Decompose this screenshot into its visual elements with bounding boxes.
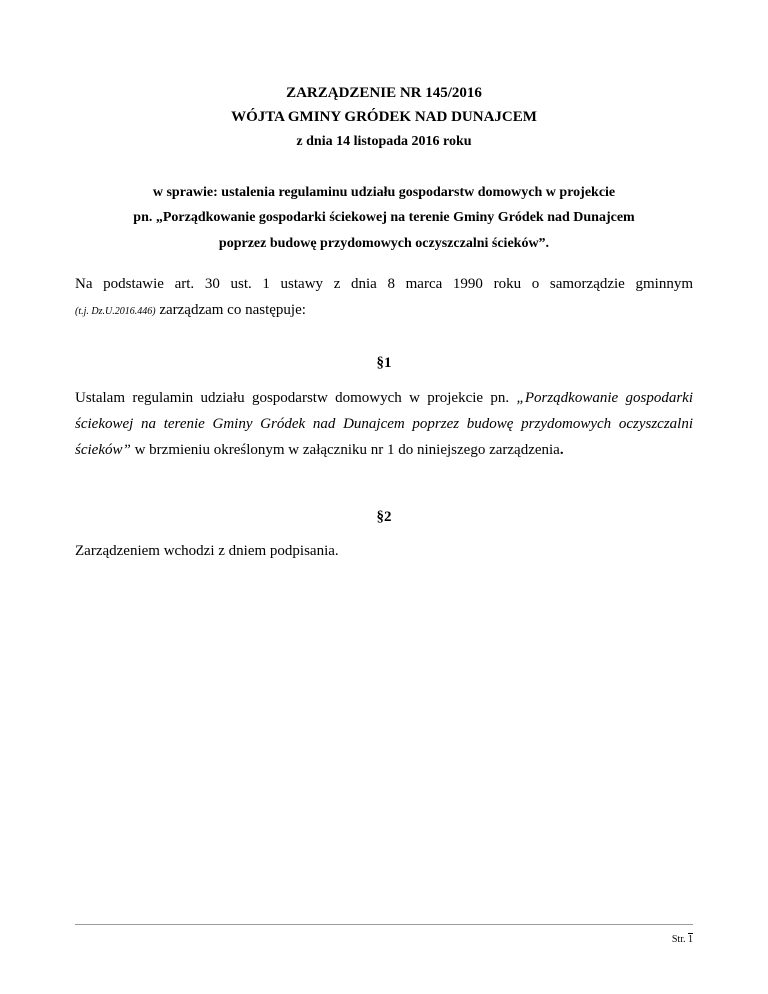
decree-date: z dnia 14 listopada 2016 roku [296,134,472,149]
decree-issuer: WÓJTA GMINY GRÓDEK NAD DUNAJCEM [231,109,537,125]
section-1-text-end: . [559,442,564,458]
project-name-part-1: „Porządkowanie gospodarki [516,390,694,406]
legal-basis-line-2 [75,301,693,321]
section-2-title: §2 [376,509,392,525]
section-1-line-3 [75,441,693,459]
subject-line-2: pn. „Porządkowanie gospodarki ściekowej na terenie Gminy Gródek nad Dunajcem [133,210,635,225]
project-name-part-2: ściekowej na terenie Gminy Gródek nad Dunajcem poprzez budowę przydomowych oczyszczalni [75,416,693,432]
subject-line-1: w sprawie: ustalenia regulaminu udziału gospodarstw domowych w projekcie [152,185,616,200]
section-1-text-prefix: Ustalam regulamin udziału gospodarstw domowych w projekcie pn. [75,390,517,406]
footer-divider [75,924,693,925]
section-1-line-1 [75,389,693,407]
page-label: Str. [671,934,688,945]
decree-title: ZARZĄDZENIE NR 145/2016 [286,85,482,101]
section-1-text-rest: w brzmieniu określonym w załączniku nr 1 do niniejszego zarządzenia [130,442,560,458]
legal-basis-rest: zarządzam co następuje: [155,302,306,318]
section-1-title: §1 [376,355,392,371]
page-number [672,934,693,946]
page-number-value: 1 [688,934,693,945]
section-2-text: Zarządzeniem wchodzi z dniem podpisania. [75,543,339,559]
subject-line-3: poprzez budowę przydomowych oczyszczalni ścieków”. [218,236,550,251]
legal-basis-line-1: Na podstawie art. 30 ust. 1 ustawy z dnia 8 marca 1990 roku o samorządzie gminnym [75,276,693,292]
project-name-part-3: ścieków” [75,442,131,458]
legal-citation: (t.j. Dz.U.2016.446) [75,306,156,317]
